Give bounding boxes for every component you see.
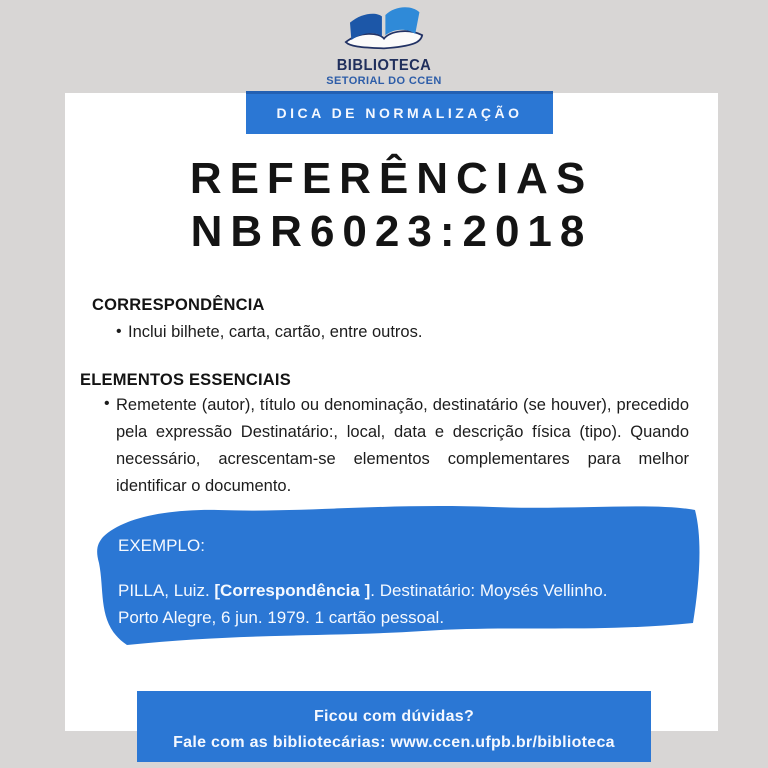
citation-line2: Porto Alegre, 6 jun. 1979. 1 cartão pessoal. — [118, 608, 445, 627]
citation-type: [Correspondência ] — [214, 581, 371, 600]
bullet-icon: • — [104, 395, 110, 412]
logo-title: BIBLIOTECA — [336, 57, 432, 74]
list-item — [116, 320, 536, 344]
example-block — [118, 536, 693, 631]
list-item — [104, 392, 689, 500]
section-heading-correspondencia: CORRESPONDÊNCIA — [92, 296, 265, 314]
open-book-icon — [333, 6, 435, 56]
citation-destinatario: . Destinatário: Moysés Vellinho. — [370, 581, 608, 600]
page-title — [65, 152, 718, 258]
library-logo — [0, 0, 768, 93]
example-label: EXEMPLO: — [118, 536, 205, 555]
bullet-icon: • — [116, 323, 122, 340]
footer-bar — [137, 691, 651, 762]
footer-question: Ficou com dúvidas? — [313, 707, 475, 725]
page-title-line1: REFERÊNCIAS — [189, 154, 594, 203]
banner — [246, 91, 553, 134]
bullet-text: Inclui bilhete, carta, cartão, entre outros. — [128, 323, 423, 341]
bullet-text: Remetente (autor), título ou denominação, destinatário (se houver), precedido pela expressão Destinatário:, local, data e descrição física (tipo). Quando necessário, acrescentam-se elementos complementares para melhor identificar o documento. — [116, 396, 689, 495]
logo-subtitle: SETORIAL DO CCEN — [326, 75, 442, 87]
footer-contact-url[interactable]: Fale com as bibliotecárias: www.ccen.ufpb.br/biblioteca — [173, 733, 615, 751]
example-citation — [118, 577, 693, 631]
section-heading-elementos-essenciais: ELEMENTOS ESSENCIAIS — [80, 371, 291, 389]
banner-label: DICA DE NORMALIZAÇÃO — [276, 104, 523, 121]
citation-author: PILLA, Luiz. — [118, 581, 215, 600]
citation-line1 — [118, 577, 693, 604]
page-title-line2: NBR6023:2018 — [190, 207, 593, 256]
